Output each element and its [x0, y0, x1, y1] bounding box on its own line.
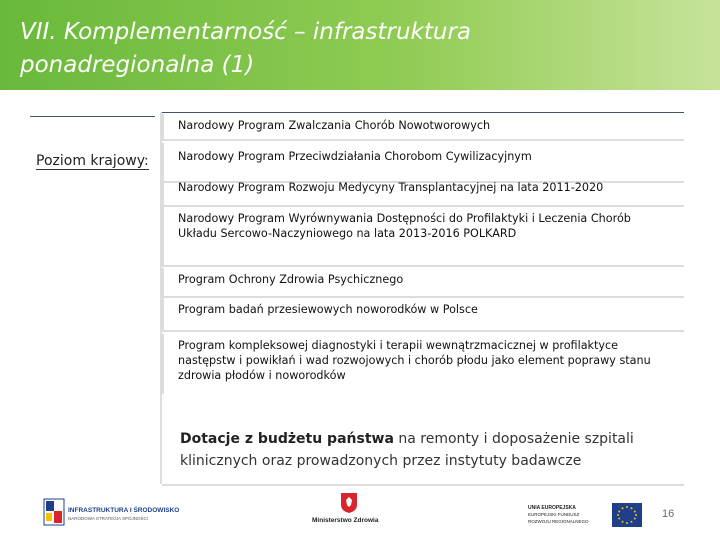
eu-flag-icon	[612, 503, 642, 527]
program-item: Narodowy Program Przeciwdziałania Chorobom Cywilizacyjnym	[162, 143, 684, 183]
budget-note-rest: na remonty i doposażenie szpitali klinicznych oraz prowadzonych przez instytuty badawcze	[180, 431, 634, 469]
level-label: Poziom krajowy:	[36, 153, 149, 169]
infrastruktura-logo-subtitle: NARODOWA STRATEGIA SPÓJNOŚCI	[68, 516, 149, 521]
program-item: Narodowy Program Rozwoju Medycyny Transplantacyjnej na lata 2011-2020	[162, 176, 684, 207]
slide-title: VII. Komplementarność – infrastruktura ponadregionalna (1)	[20, 19, 472, 78]
program-item: Narodowy Program Zwalczania Chorób Nowotworowych	[162, 114, 684, 141]
eu-logo	[528, 503, 648, 533]
program-item: Program Ochrony Zdrowia Psychicznego	[162, 268, 684, 298]
infrastruktura-logo	[42, 497, 192, 531]
program-item: Program badań przesiewowych noworodków w Polsce	[162, 298, 684, 332]
ministerstwo-zdrowia-text: Ministerstwo Zdrowia	[312, 517, 379, 524]
eu-logo-line2: EUROPEJSKI FUNDUSZ	[528, 512, 580, 517]
left-divider	[30, 116, 155, 117]
program-item: Narodowy Program Wyrównywania Dostępności do Profilaktyki i Leczenia Chorób Układu Sercowo-Naczyniowego na lata 2013-2016 POLKARD	[162, 207, 684, 267]
infrastruktura-logo-title: INFRASTRUKTURA I ŚRODOWISKO	[68, 507, 180, 514]
eu-logo-line1: UNIA EUROPEJSKA	[528, 505, 576, 511]
budget-note	[180, 428, 660, 472]
program-list-top-rule	[162, 112, 684, 113]
eu-logo-line3: ROZWOJU REGIONALNEGO	[528, 519, 589, 524]
nss-flag-icon	[42, 497, 66, 527]
eagle-emblem-icon	[340, 492, 358, 514]
program-list-bottom-rule	[162, 484, 684, 486]
budget-note-bold: Dotacje z budżetu państwa	[180, 431, 394, 447]
page-number: 16	[662, 508, 675, 520]
program-item: Program kompleksowej diagnostyki i terapii wewnątrzmacicznej w profilaktyce następstw i powikłań i wad rozwojowych i chorób płodu jako element poprawy stanu zdrowia płodów i noworodków	[162, 334, 684, 394]
slide-header	[0, 0, 720, 90]
ministerstwo-zdrowia-logo	[310, 492, 390, 532]
